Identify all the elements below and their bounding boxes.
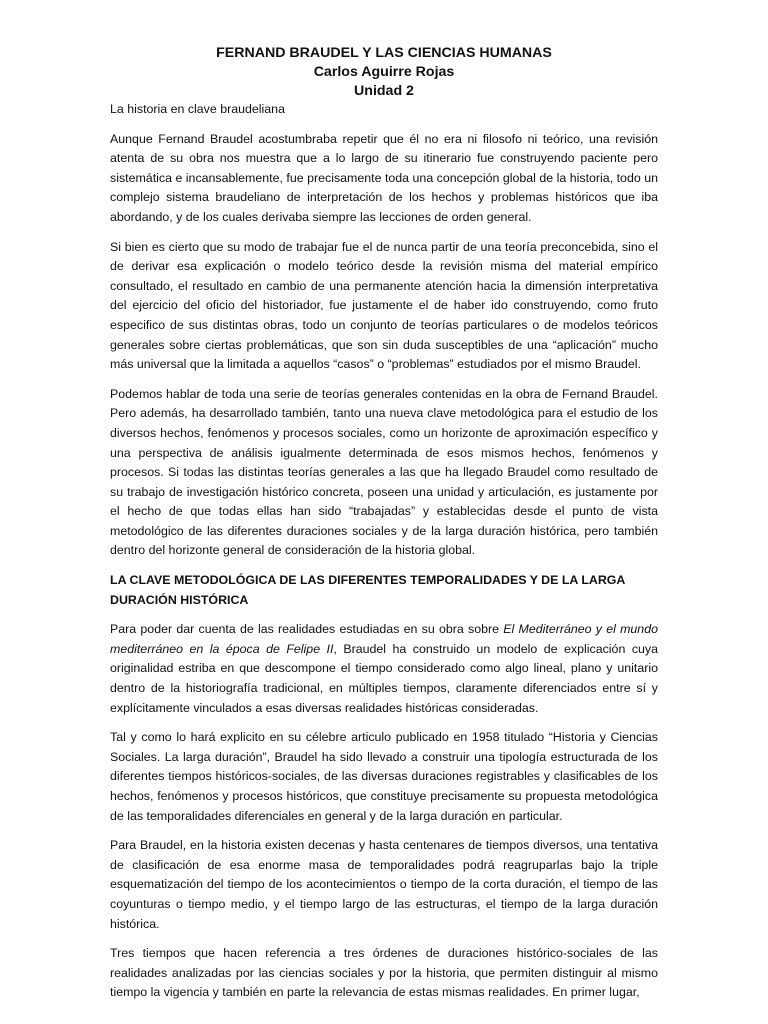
document-title: FERNAND BRAUDEL Y LAS CIENCIAS HUMANAS: [216, 45, 552, 61]
section-subtitle: La historia en clave braudeliana: [110, 102, 285, 116]
paragraph-2: Si bien es cierto que su modo de trabajar fue el de nunca partir de una teoría preconcebida, sino el de derivar esa explicación o modelo teórico desde la revisión misma del material empírico consultado, el resultado en cambio de una permanente atención hacia la dimensión interpretativa del ejercicio del oficio del historiador, fue justamente el de haber ido construyendo, como fruto especifico de sus distintas obras, todo un conjunto de teorías particulares o de modelos teóricos generales sobre ciertas problemáticas, que son sin duda susceptibles de una “aplicación” mucho más universal que la limitada a aquellos “casos” o “problemas” estudiados por el mismo Braudel.: [110, 239, 658, 372]
section-heading: LA CLAVE METODOLÓGICA DE LAS DIFERENTES TEMPORALIDADES Y DE LA LARGA DURACIÓN HISTÓRICA: [110, 573, 625, 607]
paragraph-4-text-a: Para poder dar cuenta de las realidades estudiadas en su obra sobre: [110, 622, 504, 637]
book-title: El Mediterráneo y el mundo mediterráneo en la época de Felipe II: [110, 622, 658, 656]
paragraph-4-text-b: , Braudel ha construido un modelo de explicación cuya originalidad estriba en que descompone el tiempo considerado como algo lineal, plano y unitario dentro de la historiografía tradicional, en múltiples tiempos, claramente diferenciados entre sí y explícitamente vinculados a esas diversas realidades históricas consideradas.: [110, 641, 658, 715]
document-body: [110, 100, 658, 1013]
paragraph-1: Aunque Fernand Braudel acostumbraba repetir que él no era ni filosofo ni teórico, una revisión atenta de su obra nos muestra que a lo largo de su itinerario fue construyendo paciente pero sistemática e incansablemente, fue precisamente toda una concepción global de la historia, todo un complejo sistema braudeliano de interpretación de los hechos y problemas históricos que iba abordando, y de los cuales derivaba siempre las lecciones de orden general.: [110, 131, 658, 224]
document-header: [110, 44, 658, 101]
paragraph-7: Tres tiempos que hacen referencia a tres órdenes de duraciones histórico-sociales de las realidades analizadas por las ciencias sociales y por la historia, que permiten distinguir al mismo tiempo la vigencia y también en parte la relevancia de estas mismas realidades. En primer lugar,: [110, 946, 658, 1000]
document-unit: Unidad 2: [354, 83, 414, 99]
paragraph-5: Tal y como lo hará explicito en su célebre articulo publicado en 1958 titulado “Historia y Ciencias Sociales. La larga duración”, Braudel ha sido llevado a construir una tipología estructurada de los diferentes tiempos históricos-sociales, de las diversas duraciones registrables y clasificables de los hechos, fenómenos y procesos históricos, que constituye precisamente su propuesta metodológica de las temporalidades diferenciales en general y de la larga duración en particular.: [110, 730, 658, 823]
paragraph-6: Para Braudel, en la historia existen decenas y hasta centenares de tiempos diversos, una tentativa de clasificación de esa enorme masa de temporalidades podrá reagruparlas bajo la triple esquematización del tiempo de los acontecimientos o tiempo de la corta duración, el tiempo de las coyunturas o tiempo medio, y el tiempo largo de las estructuras, el tiempo de la larga duración histórica.: [110, 838, 658, 931]
paragraph-4: [110, 620, 658, 718]
document-author: Carlos Aguirre Rojas: [313, 64, 455, 80]
paragraph-3: Podemos hablar de toda una serie de teorías generales contenidas en la obra de Fernand Braudel. Pero además, ha desarrollado también, tanto una nueva clave metodológica para el estudio de los diversos hechos, fenómenos y procesos sociales, como un horizonte de aproximación específico y una perspectiva de análisis igualmente determinada de esos mismos hechos, fenómenos y procesos. Si todas las distintas teorías generales a las que ha llegado Braudel como resultado de su trabajo de investigación histórico concreta, poseen una unidad y articulación, es justamente por el hecho de que todas ellas han sido “trabajadas” y establecidas desde el punto de vista metodológico de las diferentes duraciones sociales y de la larga duración histórica, pero también dentro del horizonte general de consideración de la historia global.: [110, 386, 658, 558]
